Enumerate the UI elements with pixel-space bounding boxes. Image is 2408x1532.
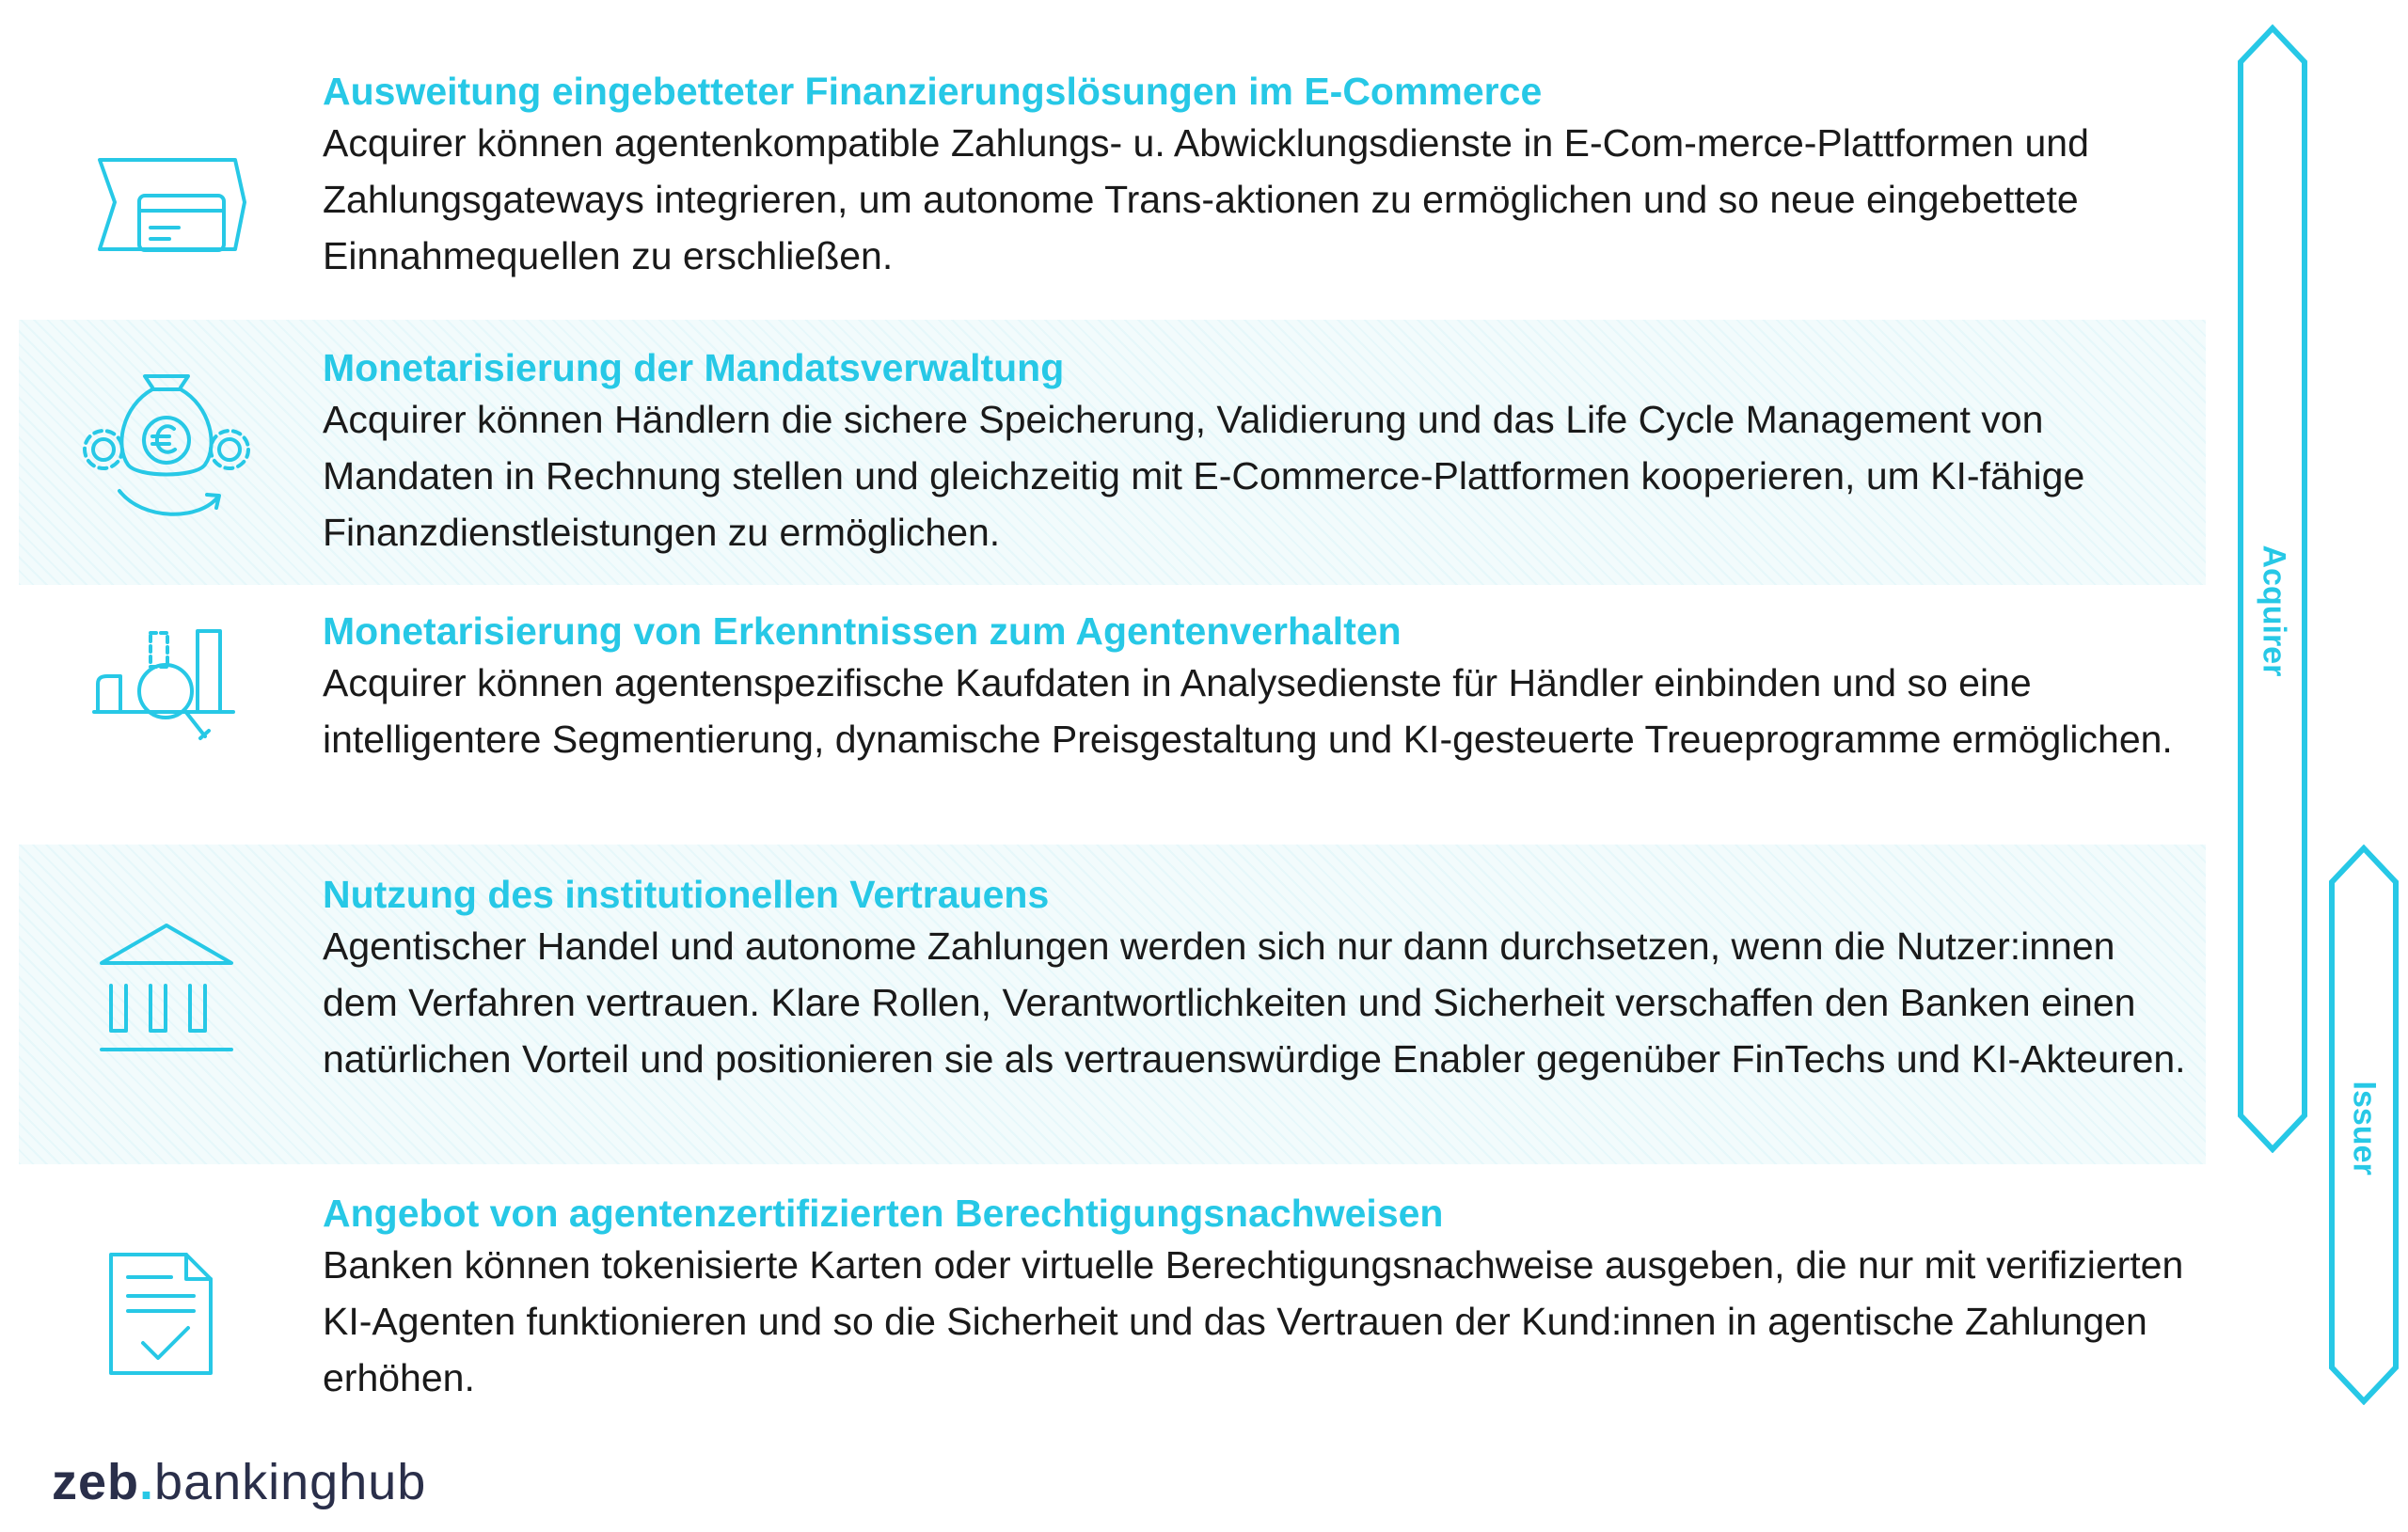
logo-product: bankinghub (154, 1454, 427, 1510)
issuer-label: Issuer (2346, 1081, 2383, 1176)
item-institutional-trust (323, 871, 2194, 1087)
item-mandate-management (323, 344, 2194, 561)
item-agent-insights (323, 608, 2194, 767)
item-title: Monetarisierung von Erkenntnissen zum Agentenverhalten (323, 609, 1402, 653)
item-text: Acquirer können Händlern die sichere Speicherung, Validierung und das Life Cycle Management von Mandaten in Rechnung stellen und gleichzeitig mit E-Commerce-Plattformen kooperieren, um KI-fähige Finanzdienstleistungen zu ermöglichen. (323, 398, 2085, 554)
item-embedded-finance (323, 68, 2194, 284)
chart-magnifier-icon (92, 625, 243, 752)
item-text: Acquirer können agentenspezifische Kaufdaten in Analysedienste für Händler einbinden und so eine intelligentere Segmentierung, dynamische Preisgestaltung und KI-gesteuerte Treueprogramme ermöglichen. (323, 661, 2173, 761)
money-bag-gears-icon (77, 369, 256, 533)
item-text: Agentischer Handel und autonome Zahlungen werden sich nur dann durchsetzen, wenn die Nutzer:innen dem Verfahren vertrauen. Klare Rollen, Verantwortlichkeiten und Sicherheit verschaffen den Banken einen natürlichen Vorteil und positionieren sie als vertrauenswürdige Enabler gegenüber FinTechs und KI-Akteuren. (323, 924, 2186, 1081)
zeb-bankinghub-logo (52, 1453, 426, 1511)
logo-brand: zeb (52, 1454, 140, 1510)
logo-dot: . (139, 1454, 155, 1510)
item-text: Banken können tokenisierte Karten oder virtuelle Berechtigungsnachweise ausgeben, die nur mit verifizierten KI-Agenten funktionieren und so die Sicherheit und das Vertrauen der Kund:innen in agentische Zahlungen erhöhen. (323, 1243, 2184, 1399)
item-title: Nutzung des institutionellen Vertrauens (323, 873, 1050, 916)
bank-building-icon (96, 920, 237, 1059)
acquirer-label: Acquirer (2256, 545, 2292, 677)
item-text: Acquirer können agentenkompatible Zahlungs- u. Abwicklungsdienste in E-Com-merce-Plattformen und Zahlungsgateways integrieren, um autonome Trans-aktionen zu ermöglichen und so neue eingebettete Einnahmequellen zu erschließen. (323, 121, 2089, 277)
item-title: Monetarisierung der Mandatsverwaltung (323, 346, 1065, 389)
certified-document-icon (105, 1249, 218, 1381)
credit-card-icon (94, 150, 249, 259)
item-title: Ausweitung eingebetteter Finanzierungslösungen im E-Commerce (323, 70, 1543, 113)
item-title: Angebot von agentenzertifizierten Berechtigungsnachweisen (323, 1192, 1444, 1235)
item-agent-credentials (323, 1190, 2194, 1406)
